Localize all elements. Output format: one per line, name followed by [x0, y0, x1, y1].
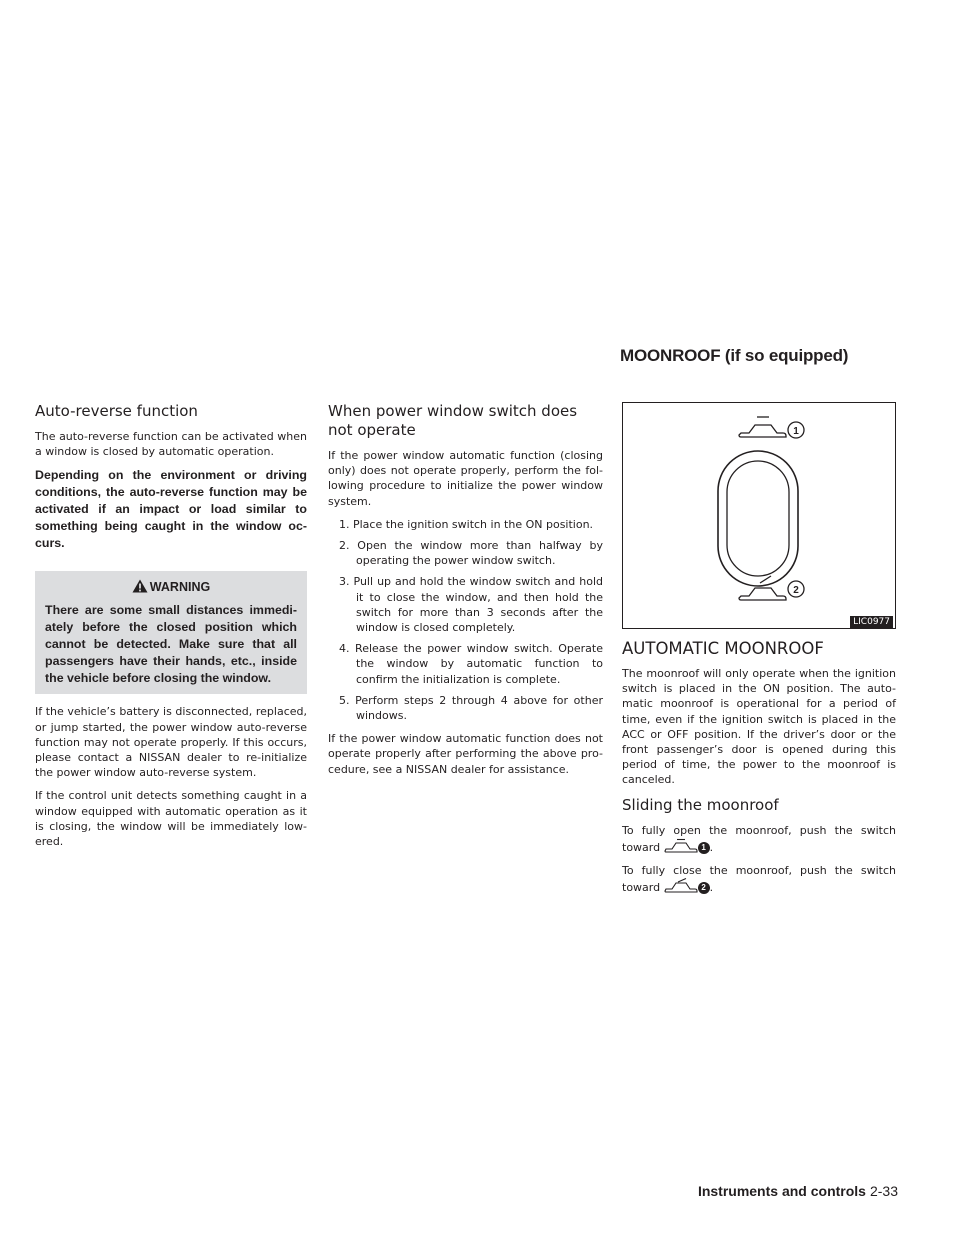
warning-box [35, 571, 307, 694]
callout-1-inline: 1 [698, 842, 710, 854]
heading-sliding-moonroof: Sliding the moonroof [622, 795, 779, 814]
close-text: To fully close the moonroof, push the switch toward [622, 864, 896, 895]
switch-button[interactable] [727, 461, 789, 576]
paragraph: If the control unit detects something caught in a window equipped with automatic operation as it is closing, the window will be immediately low- ered. [35, 789, 307, 848]
page-number: 2-33 [869, 1183, 898, 1199]
car-open-moonroof-icon [739, 417, 786, 437]
column-1 [35, 402, 307, 857]
paragraph: If the vehicle’s battery is disconnected, replaced, or jump started, the power window auto-reverse function may not operate properly. If this occurs, please contact a NISSAN dealer to re-initialize the power window auto-reverse system. [35, 705, 307, 780]
period: . [709, 881, 714, 895]
warning-triangle-icon [132, 579, 148, 593]
list-item: 1. Place the ignition switch in the ON position. [339, 517, 594, 531]
close-instruction [622, 863, 896, 895]
callout-2-inline: 2 [698, 882, 710, 894]
paragraph: If the power window automatic function (closing only) does not operate properly, perform the fol- lowing procedure to initialize the power window system. [328, 449, 603, 508]
paragraph: The auto-reverse function can be activated when a window is closed by automatic operation. [35, 430, 307, 459]
open-instruction [622, 823, 896, 855]
section-header: MOONROOF (if so equipped) [620, 346, 849, 365]
list-item: 2. Open the window more than halfway by operating the power window switch. [339, 539, 603, 568]
callout-1-label: 1 [793, 426, 799, 437]
callout-2 [788, 581, 804, 597]
warning-label: WARNING [149, 580, 211, 595]
list-item: 4. Release the power window switch. Operate the window by automatic function to confirm the initialization is complete. [339, 642, 603, 686]
steps-list [328, 517, 603, 723]
list-item: 3. Pull up and hold the window switch and hold it to close the window, and then hold the switch for more than 3 seconds after the window is closed completely. [339, 575, 603, 635]
bold-paragraph: Depending on the environment or driving conditions, the auto-reverse function may be activated if an impact or load similar to something being caught in the window oc- curs. [35, 468, 307, 550]
car-open-moonroof-icon [664, 838, 698, 854]
period: . [709, 840, 714, 854]
column-3 [622, 402, 896, 903]
callout-1 [788, 422, 804, 438]
figure-label: LIC0977 [850, 616, 893, 628]
callout-2-label: 2 [793, 585, 799, 596]
moonroof-switch-figure [622, 402, 896, 629]
warning-text: There are some small distances immedi- ately before the closed position which cannot be detected. Make sure that all passengers have their hands, etc., inside the vehicle before closing the window. [45, 603, 297, 685]
paragraph: The moonroof will only operate when the ignition switch is placed in the ON position. The auto- matic moonroof is operational for a period of time, even if the ignition switch is placed in the ACC or OFF position. If the driver’s door or the front passenger’s door is opened during this period of time, the power to the moonroof is canceled. [622, 667, 896, 787]
warning-title [45, 571, 297, 602]
footer-section-name: Instruments and controls [697, 1183, 866, 1199]
open-text: To fully open the moonroof, push the switch toward [622, 823, 896, 854]
list-item: 5. Perform steps 2 through 4 above for other windows. [339, 693, 603, 723]
page-footer [698, 1183, 898, 1199]
column-2 [328, 402, 603, 785]
paragraph: If the power window automatic function does not operate properly after performing the above pro- cedure, see a NISSAN dealer for assistance. [328, 732, 603, 776]
heading-auto-reverse: Auto-reverse function [35, 402, 198, 420]
car-tilt-moonroof-icon [664, 878, 698, 894]
switch-bezel [718, 451, 798, 586]
moonroof-switch-illustration [623, 403, 895, 628]
heading-automatic-moonroof: AUTOMATIC MOONROOF [622, 639, 824, 658]
heading-power-window: When power window switch does not operate [328, 402, 578, 439]
